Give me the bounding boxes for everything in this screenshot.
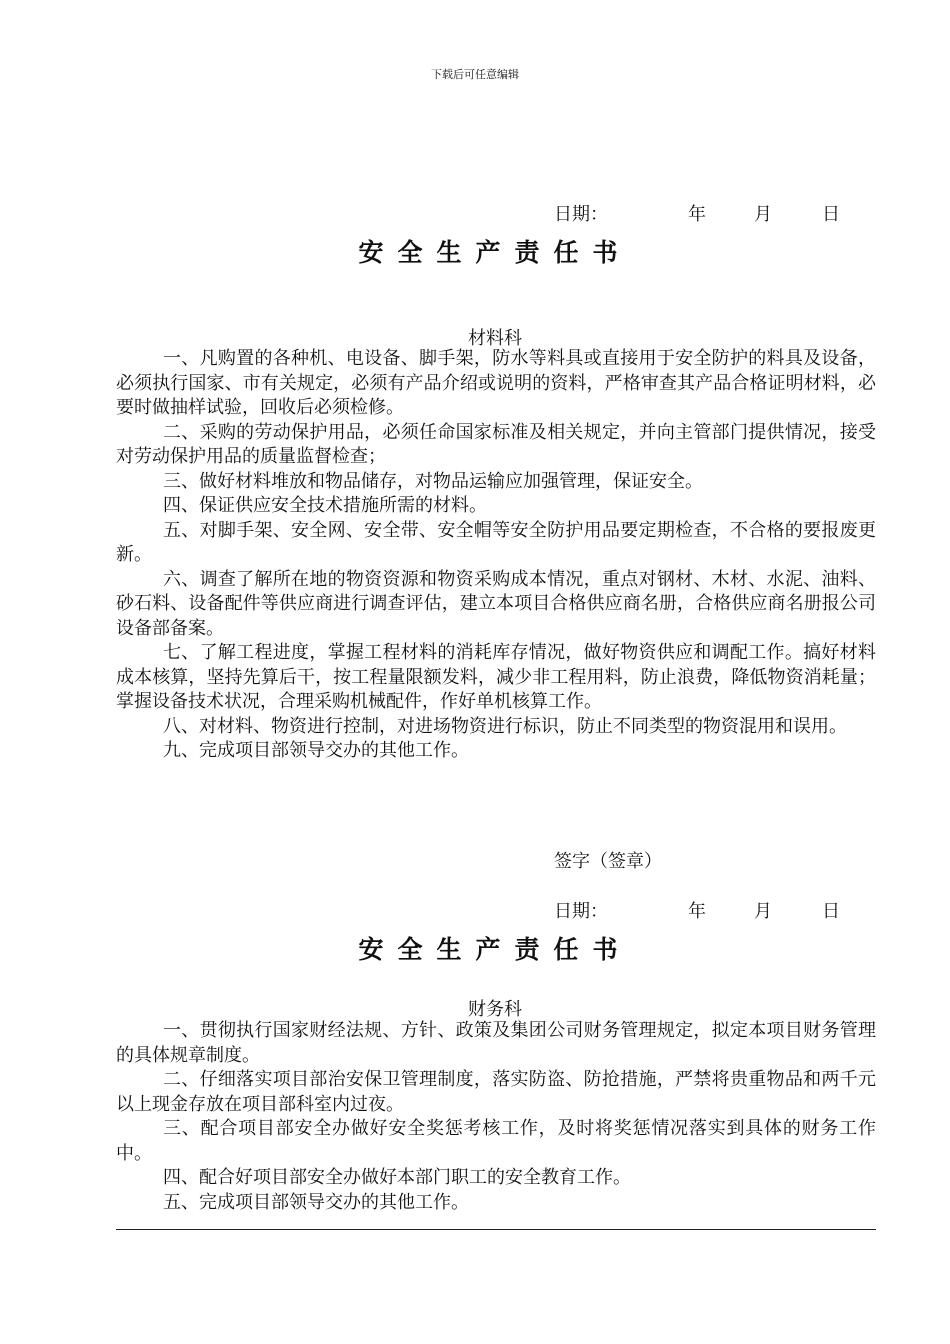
clause-paragraph: 一、贯彻执行国家财经法规、方针、政策及集团公司财务管理规定，拟定本项目财务管理的具体规章制度。: [116, 1020, 876, 1066]
clause-paragraph: 七、了解工程进度，掌握工程材料的消耗库存情况，做好物资供应和调配工作。搞好材料成本核算，坚持先算后干，按工程量限额发料，减少非工程用料，防止浪费，降低物资消耗量；掌握设备技术状况，合理采购机械配件，作好单机核算工作。: [116, 642, 876, 712]
section-body-finance: [116, 1019, 876, 1215]
date-label: 日期：: [554, 204, 608, 225]
clause-paragraph: 九、完成项目部领导交办的其他工作。: [163, 740, 469, 761]
clause-paragraph: 五、完成项目部领导交办的其他工作。: [163, 1191, 469, 1213]
date-day: 日: [822, 901, 840, 922]
signature-line: 签字（签章）: [554, 851, 662, 872]
document-title: 安全生产责任书: [358, 238, 632, 267]
date-label: 日期：: [554, 901, 608, 922]
section-body-materials: [116, 347, 876, 764]
department-heading: 材料科: [468, 328, 522, 349]
date-month: 月: [754, 901, 772, 922]
clause-paragraph: 三、做好材料堆放和物品储存，对物品运输应加强管理，保证安全。: [163, 470, 703, 492]
date-year: 年: [688, 901, 706, 922]
department-heading: 财务科: [468, 999, 522, 1020]
footer-divider: [116, 1229, 876, 1230]
header-note: 下载后可任意编辑: [431, 68, 519, 81]
document-title: 安全生产责任书: [358, 935, 632, 964]
clause-paragraph: 五、对脚手架、安全网、安全带、安全帽等安全防护用品要定期检查，不合格的要报废更新。: [116, 519, 876, 565]
clause-paragraph: 四、配合好项目部安全办做好本部门职工的安全教育工作。: [163, 1167, 631, 1188]
date-year: 年: [688, 204, 706, 225]
date-day: 日: [822, 204, 840, 225]
clause-paragraph: 二、采购的劳动保护用品，必须任命国家标准及相关规定，并向主管部门提供情况，接受对劳动保护用品的质量监督检查；: [116, 421, 876, 467]
clause-paragraph: 八、对材料、物资进行控制，对进场物资进行标识，防止不同类型的物资混用和误用。: [163, 715, 847, 737]
clause-paragraph: 六、调查了解所在地的物资资源和物资采购成本情况，重点对钢材、木材、水泥、油料、砂石料、设备配件等供应商进行调查评估，建立本项目合格供应商名册，合格供应商名册报公司设备部备案。: [116, 568, 876, 639]
clause-paragraph: 四、保证供应安全技术措施所需的材料。: [163, 495, 487, 516]
clause-paragraph: 二、仔细落实项目部治安保卫管理制度，落实防盗、防抢措施，严禁将贵重物品和两千元以上现金存放在项目部科室内过夜。: [116, 1069, 876, 1115]
clause-paragraph: 三、配合项目部安全办做好安全奖惩考核工作，及时将奖惩情况落实到具体的财务工作中。: [116, 1118, 876, 1164]
date-month: 月: [754, 204, 772, 225]
clause-paragraph: 一、凡购置的各种机、电设备、脚手架，防水等料具或直接用于安全防护的料具及设备，必须执行国家、市有关规定，必须有产品介绍或说明的资料，严格审查其产品合格证明材料，必要时做抽样试验，回收后必须检修。: [116, 348, 876, 418]
